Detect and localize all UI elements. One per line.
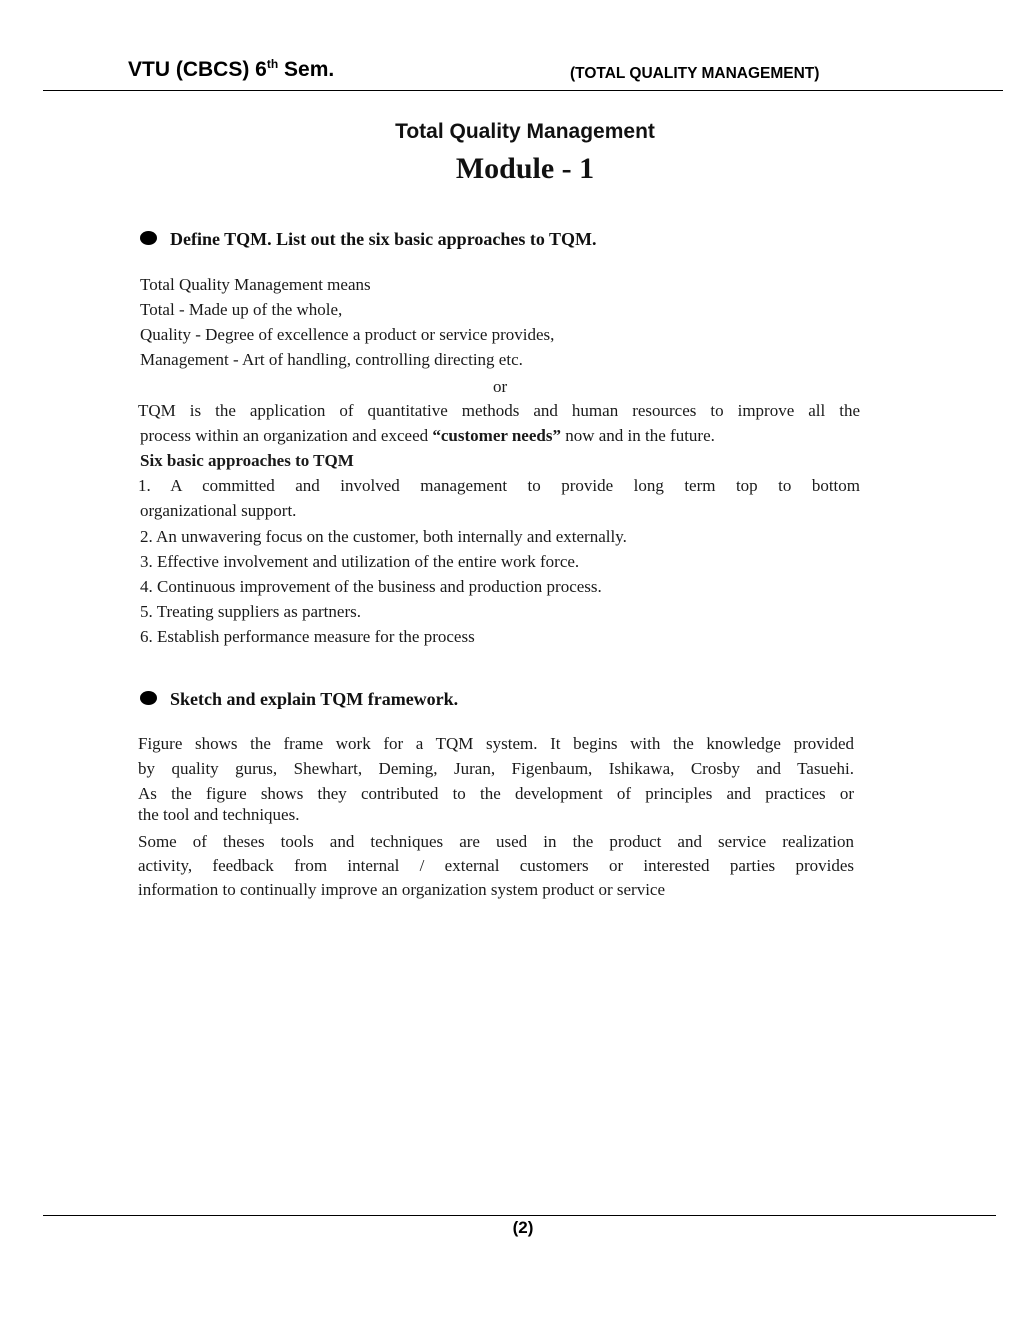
- framework-paragraph-line: Some of theses tools and techniques are used in the product and service realization: [138, 832, 854, 851]
- customer-needs-emphasis: “customer needs”: [432, 426, 561, 445]
- page-number: (2): [512, 1218, 534, 1237]
- question-2: [140, 689, 458, 710]
- framework-paragraph-line: Figure shows the frame work for a TQM system. It begins with the knowledge provided: [138, 734, 854, 753]
- framework-paragraph-line: the tool and techniques.: [138, 805, 300, 824]
- question-1: [140, 229, 597, 250]
- tqm-line-text: process within an organization and exceed: [140, 426, 433, 445]
- footer-divider: [43, 1215, 996, 1216]
- document-title: Total Quality Management: [395, 120, 655, 143]
- tqm-definition-line: [140, 426, 715, 446]
- approach-item: 2. An unwavering focus on the customer, both internally and externally.: [140, 527, 627, 546]
- or-separator: or: [493, 377, 508, 396]
- approach-item: 1. A committed and involved management to provide long term top to bottom: [138, 476, 860, 495]
- module-heading: Module - 1: [455, 152, 595, 185]
- approach-item-continuation: organizational support.: [140, 501, 297, 520]
- definition-line: Total Quality Management means: [140, 275, 371, 294]
- tqm-definition-line: TQM is the application of quantitative methods and human resources to improve all the: [138, 401, 860, 420]
- question-2-text: Sketch and explain TQM framework.: [170, 689, 459, 709]
- header-course: [128, 58, 334, 82]
- approach-item: 3. Effective involvement and utilization of the entire work force.: [140, 552, 580, 571]
- definition-line: Quality - Degree of excellence a product or service provides,: [140, 325, 555, 344]
- framework-paragraph-line: As the figure shows they contributed to the development of principles and practices or: [138, 784, 854, 803]
- definition-line: Management - Art of handling, controlling directing etc.: [140, 350, 523, 369]
- framework-paragraph-line: by quality gurus, Shewhart, Deming, Juran, Figenbaum, Ishikawa, Crosby and Tasuehi.: [138, 759, 854, 778]
- approach-item: 5. Treating suppliers as partners.: [140, 602, 361, 621]
- header-subject: (TOTAL QUALITY MANAGEMENT): [570, 65, 820, 82]
- approaches-heading: Six basic approaches to TQM: [140, 451, 354, 470]
- framework-paragraph-line: information to continually improve an organization system product or service: [138, 880, 666, 899]
- approach-item: 6. Establish performance measure for the process: [140, 627, 475, 646]
- header-divider: [43, 90, 1003, 91]
- question-1-text: Define TQM. List out the six basic approaches to TQM.: [170, 229, 597, 249]
- definition-line: Total - Made up of the whole,: [140, 300, 343, 319]
- approach-item: 4. Continuous improvement of the business and production process.: [140, 577, 602, 596]
- bullet-icon: [140, 231, 157, 245]
- header-course-tail: Sem.: [278, 58, 335, 81]
- bullet-icon: [140, 691, 157, 705]
- tqm-line-text: now and in the future.: [560, 426, 715, 445]
- header-course-text: VTU (CBCS) 6: [128, 58, 267, 81]
- header-course-sup: th: [266, 57, 279, 71]
- framework-paragraph-line: activity, feedback from internal / external customers or interested parties provides: [138, 856, 854, 875]
